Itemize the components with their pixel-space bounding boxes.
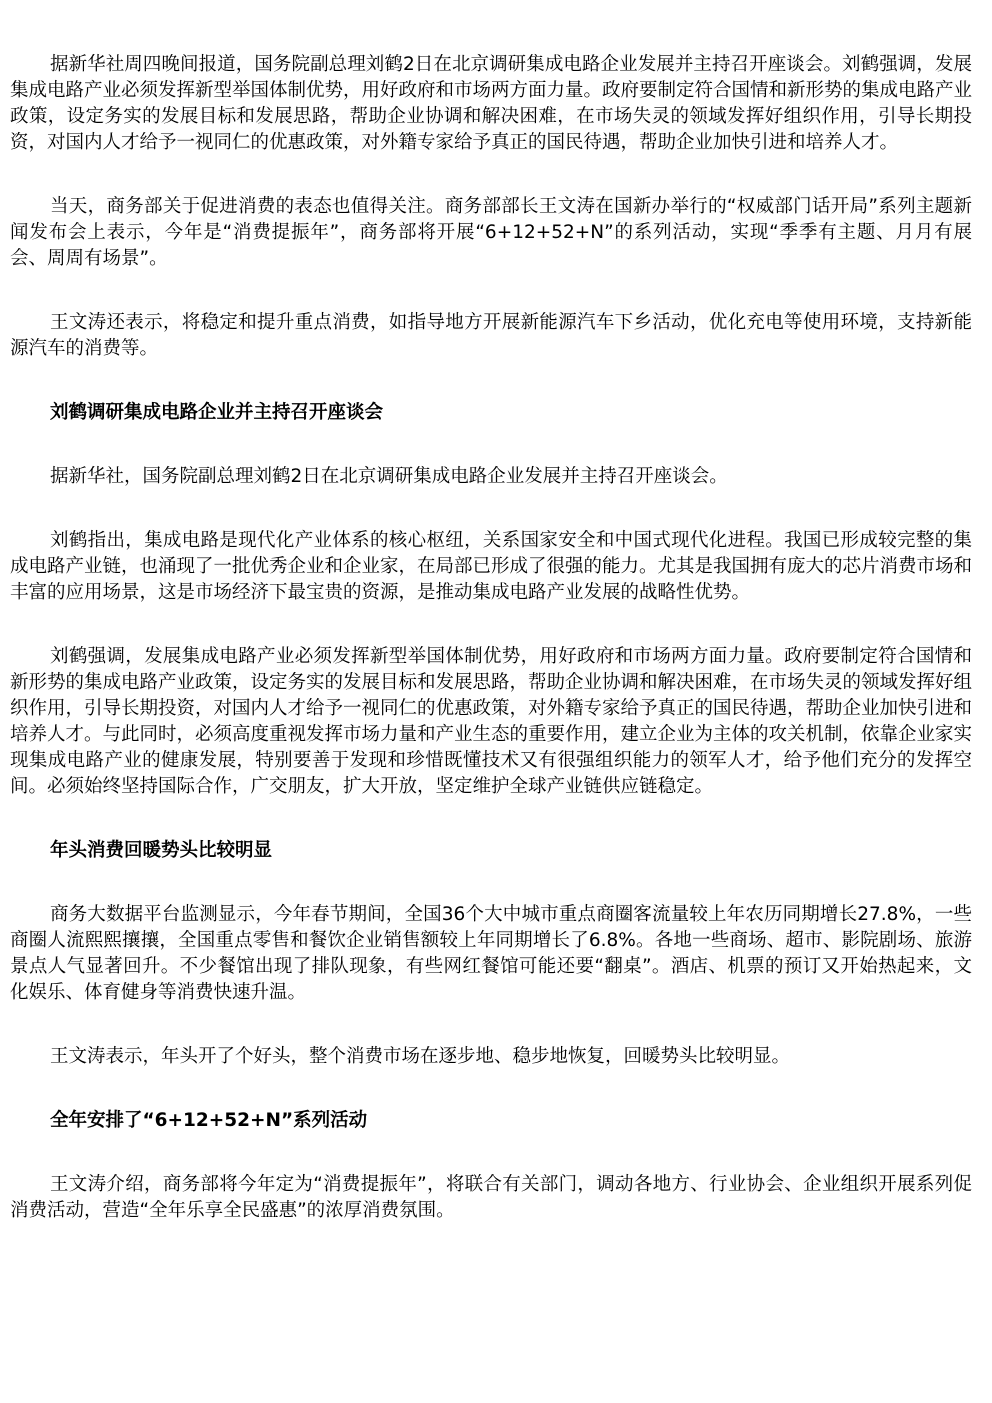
paragraph-intro: 据新华社周四晚间报道，国务院副总理刘鹤2日在北京调研集成电路企业发展并主持召开座谈会。刘鹤强调，发展集成电路产业必须发挥新型举国体制优势，用好政府和市场两方面力量。政府要制定符合国情和新形势的集成电路产业政策，设定务实的发展目标和发展思路，帮助企业协调和解决困难，在市场失灵的领域发挥好组织作用，引导长期投资，对国内人才给予一视同仁的优惠政策，对外籍专家给予真正的国民待遇，帮助企业加快引进和培养人才。 — [10, 54, 973, 153]
section-heading-chip-research: 刘鹤调研集成电路企业并主持召开座谈会 — [50, 402, 384, 423]
paragraph-new-energy-vehicles: 王文涛还表示，将稳定和提升重点消费，如指导地方开展新能源汽车下乡活动，优化充电等使用环境，支持新能源汽车的消费等。 — [10, 312, 972, 359]
section-heading-annual-activities: 全年安排了“6+12+52+N”系列活动 — [50, 1110, 368, 1131]
paragraph-liu-he-emphasis: 刘鹤强调，发展集成电路产业必须发挥新型举国体制优势，用好政府和市场两方面力量。政府要制定符合国情和新形势的集成电路产业政策，设定务实的发展目标和发展思路，帮助企业协调和解决困难，在市场失灵的领域发挥好组织作用，引导长期投资，对国内人才给予一视同仁的优惠政策，对外籍专家给予真正的国民待遇，帮助企业加快引进和培养人才。与此同时，必须高度重视发挥市场力量和产业生态的重要作用，建立企业为主体的攻关机制，依靠企业家实现集成电路产业的健康发展，特别要善于发现和珍惜既懂技术又有很强组织能力的领军人才，给予他们充分的发挥空间。必须始终坚持国际合作，广交朋友，扩大开放，坚定维护全球产业链供应链稳定。 — [10, 646, 973, 797]
paragraph-good-start: 王文涛表示，年头开了个好头，整个消费市场在逐步地、稳步地恢复，回暖势头比较明显。 — [50, 1046, 791, 1067]
paragraph-commerce-ministry: 当天，商务部关于促进消费的表态也值得关注。商务部部长王文涛在国新办举行的“权威部门话开局”系列主题新闻发布会上表示，今年是“消费提振年”，商务部将开展“6+12+52+N”的系列活动，实现“季季有主题、月月有展会、周周有场景”。 — [10, 196, 972, 269]
paragraph-big-data-monitoring: 商务大数据平台监测显示，今年春节期间，全国36个大中城市重点商圈客流量较上年农历同期增长27.8%，一些商圈人流熙熙攘攘，全国重点零售和餐饮企业销售额较上年同期增长了6.8%。各地一些商场、超市、影院剧场、旅游景点人气显著回升。不少餐馆出现了排队现象，有些网红餐馆可能还要“翻桌”。酒店、机票的预订又开始热起来，文化娱乐、体育健身等消费快速升温。 — [10, 904, 972, 1003]
article-body — [10, 52, 972, 1224]
paragraph-consumption-year: 王文涛介绍，商务部将今年定为“消费提振年”，将联合有关部门，调动各地方、行业协会、企业组织开展系列促消费活动，营造“全年乐享全民盛惠”的浓厚消费氛围。 — [10, 1174, 972, 1221]
paragraph-xinhua-report: 据新华社，国务院副总理刘鹤2日在北京调研集成电路企业发展并主持召开座谈会。 — [50, 466, 728, 487]
paragraph-liu-he-points: 刘鹤指出，集成电路是现代化产业体系的核心枢纽，关系国家安全和中国式现代化进程。我国已形成较完整的集成电路产业链，也涌现了一批优秀企业和企业家，在局部已形成了很强的能力。尤其是我国拥有庞大的芯片消费市场和丰富的应用场景，这是市场经济下最宝贵的资源，是推动集成电路产业发展的战略性优势。 — [10, 530, 973, 603]
section-heading-consumption-recovery: 年头消费回暖势头比较明显 — [50, 840, 273, 861]
